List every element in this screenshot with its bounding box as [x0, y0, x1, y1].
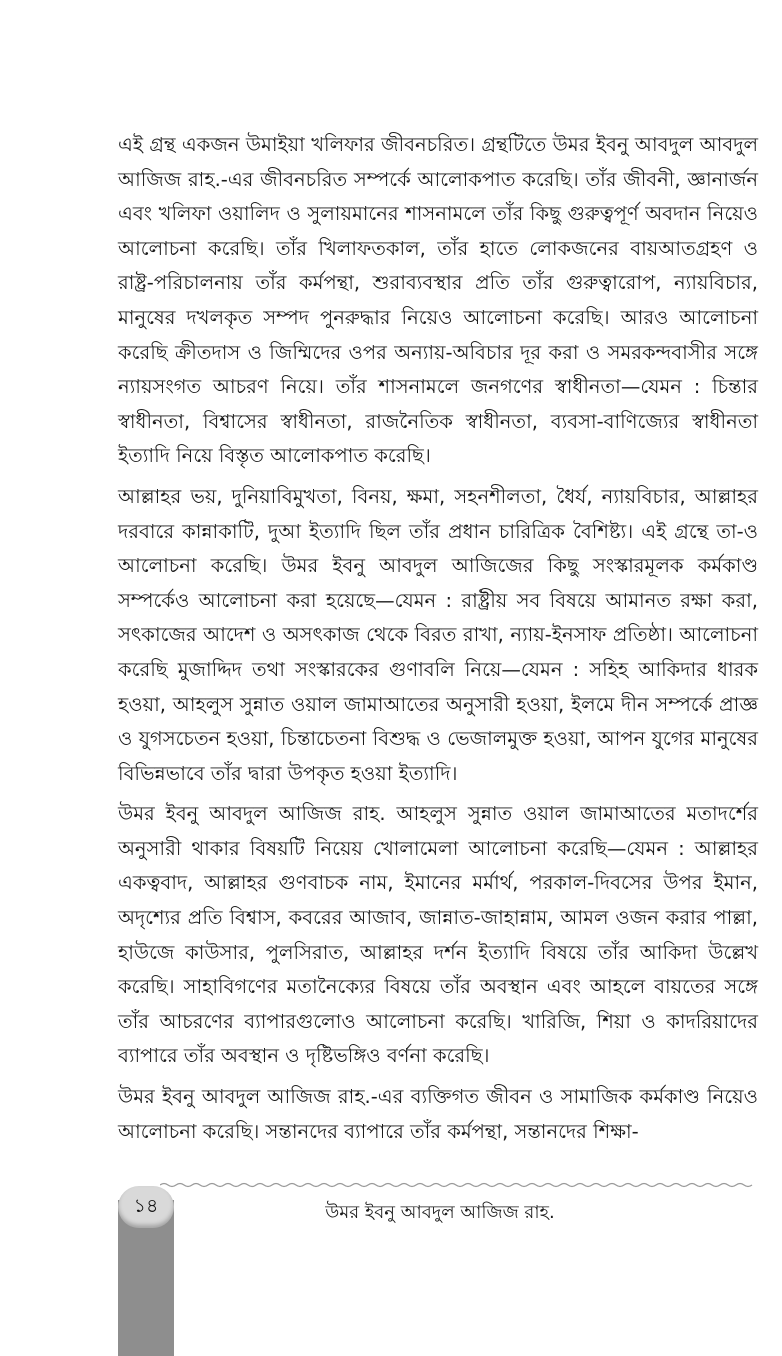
body-text: [118, 128, 758, 1155]
page-number: ১৪: [133, 1195, 159, 1217]
paragraph-4: উমর ইবনু আবদুল আজিজ রাহ.-এর ব্যক্তিগত জীবন ও সামাজিক কর্মকাণ্ড নিয়েও আলোচনা করেছি। সন্তানদের ব্যাপারে তাঁর কর্মপন্থা, সন্তানদের শিক্ষা-: [118, 1085, 758, 1143]
paragraph-1: এই গ্রন্থ একজন উমাইয়া খলিফার জীবনচরিত। গ্রন্থটিতে উমর ইবনু আবদুল আবদুল আজিজ রাহ.-এর জীবনচরিত সম্পর্কে আলোকপাত করেছি। তাঁর জীবনী, জ্ঞানার্জন এবং খলিফা ওয়ালিদ ও সুলায়মানের শাসনামলে তাঁর কিছু গুরুত্বপূর্ণ অবদান নিয়েও আলোচনা করেছি। তাঁর খিলাফতকাল, তাঁর হাতে লোকজনের বায়আতগ্রহণ ও রাষ্ট্র-পরিচালনায় তাঁর কর্মপন্থা, শুরাব্যবস্থার প্রতি তাঁর গুরুত্বারোপ, ন্যায়বিচার, মানুষের দখলকৃত সম্পদ পুনরুদ্ধার নিয়েও আলোচনা করেছি। আরও আলোচনা করেছি ক্রীতদাস ও জিম্মিদের ওপর অন্যায়-অবিচার দূর করা ও সমরকন্দবাসীর সঙ্গে ন্যায়সংগত আচরণ নিয়ে। তাঁর শাসনামলে জনগণের স্বাধীনতা—যেমন : চিন্তার স্বাধীনতা, বিশ্বাসের স্বাধীনতা, রাজনৈতিক স্বাধীনতা, ব্যবসা-বাণিজ্যের স্বাধীনতা ইত্যাদি নিয়ে বিস্তৃত আলোকপাত করেছি।: [118, 133, 758, 468]
running-footer-title: উমর ইবনু আবদুল আজিজ রাহ.: [325, 1202, 555, 1223]
footer-divider: [160, 1182, 756, 1188]
paragraph-3: উমর ইবনু আবদুল আজিজ রাহ. আহলুস সুন্নাত ওয়াল জামাআতের মতাদর্শের অনুসারী থাকার বিষয়টি নিয়েয় খোলামেলা আলোচনা করেছি—যেমন : আল্লাহর একত্ববাদ, আল্লাহর গুণবাচক নাম, ইমানের মর্মার্থ, পরকাল-দিবসের উপর ইমান, অদৃশ্যের প্রতি বিশ্বাস, কবরের আজাব, জান্নাত-জাহান্নাম, আমল ওজন করার পাল্লা, হাউজে কাউসার, পুলসিরাত, আল্লাহর দর্শন ইত্যাদি বিষয়ে তাঁর আকিদা উল্লেখ করেছি। সাহাবিগণের মতানৈক্যের বিষয়ে তাঁর অবস্থান এবং আহলে বায়তের সঙ্গে তাঁর আচরণের ব্যাপারগুলোও আলোচনা করেছি। খারিজি, শিয়া ও কাদরিয়াদের ব্যাপারে তাঁর অবস্থান ও দৃষ্টিভঙ্গিও বর্ণনা করেছি।: [118, 802, 758, 1068]
paragraph-2: আল্লাহর ভয়, দুনিয়াবিমুখতা, বিনয়, ক্ষমা, সহনশীলতা, ধৈর্য, ন্যায়বিচার, আল্লাহর দরবারে কান্নাকাটি, দুআ ইত্যাদি ছিল তাঁর প্রধান চারিত্রিক বৈশিষ্ট্য। এই গ্রন্থে তা-ও আলোচনা করেছি। উমর ইবনু আবদুল আজিজের কিছু সংস্কারমূলক কর্মকাণ্ড সম্পর্কেও আলোচনা করা হয়েছে—যেমন : রাষ্ট্রীয় সব বিষয়ে আমানত রক্ষা করা, সৎকাজের আদেশ ও অসৎকাজ থেকে বিরত রাখা, ন্যায়-ইনসাফ প্রতিষ্ঠা। আলোচনা করেছি মুজাদ্দিদ তথা সংস্কারকের গুণাবলি নিয়ে—যেমন : সহিহ আকিদার ধারক হওয়া, আহলুস সুন্নাত ওয়াল জামাআতের অনুসারী হওয়া, ইলমে দীন সম্পর্কে প্রাজ্ঞ ও যুগসচেতন হওয়া, চিন্তাচেতনা বিশুদ্ধ ও ভেজালমুক্ত হওয়া, আপন যুগের মানুষের বিভিন্নভাবে তাঁর দ্বারা উপকৃত হওয়া ইত্যাদি।: [118, 484, 758, 785]
